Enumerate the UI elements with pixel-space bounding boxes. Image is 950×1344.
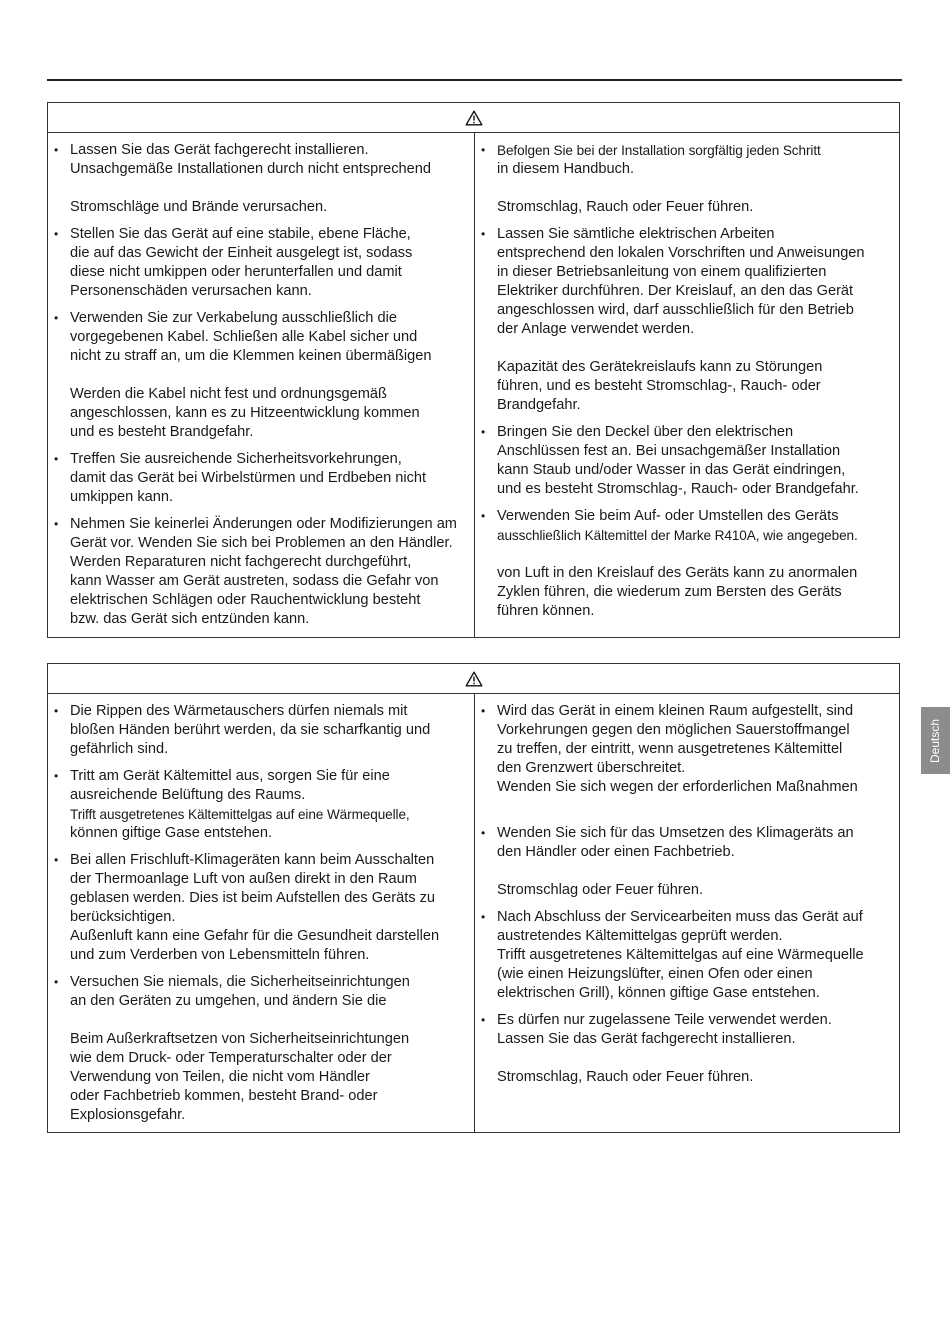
top-rule: [47, 79, 902, 81]
bullet-item: [475, 507, 899, 621]
bullet-text-line: Werden Reparaturen nicht fachgerecht durchgeführt,: [70, 554, 412, 570]
bullet-item: [48, 141, 474, 217]
bullet-text-line: [70, 366, 474, 385]
bullet-text-line: Explosionsgefahr.: [70, 1107, 186, 1123]
bullet-text-line: umkippen kann.: [70, 489, 174, 505]
bullet-text-line: diese nicht umkippen oder herunterfallen und damit: [70, 264, 402, 280]
bullet-icon: •: [481, 1013, 486, 1027]
bullet-icon: •: [481, 143, 486, 157]
bullet-item: [48, 225, 474, 301]
bullet-text-line: Nehmen Sie keinerlei Änderungen oder Modifizierungen am: [70, 516, 457, 532]
bullet-icon: •: [54, 853, 59, 867]
bullet-text-line: in dieser Betriebsanleitung von einem qualifizierten: [497, 264, 827, 280]
bullet-text-line: kann Wasser am Gerät austreten, sodass die Gefahr von: [70, 573, 439, 589]
bullet-text-line: Verwenden Sie zur Verkabelung ausschließlich die: [70, 310, 397, 326]
bullet-text-line: der Thermoanlage Luft von außen direkt in den Raum: [70, 871, 417, 887]
bullet-text-line: austretendes Kältemittelgas geprüft werden.: [497, 928, 783, 944]
bullet-text-line: an den Geräten zu umgehen, und ändern Sie die: [70, 993, 387, 1009]
bullet-text-line: und zum Verderben von Lebensmitteln führen.: [70, 947, 370, 963]
bullet-text-line: zu treffen, der eintritt, wenn ausgetretenes Kältemittel: [497, 741, 843, 757]
bullet-icon: •: [54, 704, 59, 718]
bullet-text-line: führen können.: [497, 603, 595, 619]
bullet-text-line: führen, und es besteht Stromschlag-, Rauch- oder: [497, 378, 821, 394]
bullet-text-line: angeschlossen, kann es zu Hitzeentwicklung kommen: [70, 405, 420, 421]
bullet-text-line: Stromschlag oder Feuer führen.: [497, 882, 704, 898]
bullet-text-line: Befolgen Sie bei der Installation sorgfältig jeden Schritt: [497, 143, 821, 158]
caution-box-header: [48, 664, 899, 694]
bullet-item: [475, 1011, 899, 1087]
language-tab-label: Deutsch: [928, 718, 943, 763]
warning-right-column: [475, 133, 899, 637]
bullet-text-line: und es besteht Stromschlag-, Rauch- oder Brandgefahr.: [497, 481, 859, 497]
bullet-text-line: Trifft ausgetretenes Kältemittelgas auf eine Wärmequelle,: [70, 807, 410, 822]
bullet-text-line: Lassen Sie das Gerät fachgerecht installieren.: [497, 1031, 796, 1047]
bullet-text-line: in diesem Handbuch.: [497, 161, 635, 177]
bullet-text-line: vorgegebenen Kabel. Schließen alle Kabel sicher und: [70, 329, 418, 345]
bullet-text-line: Lassen Sie das Gerät fachgerecht installieren.: [70, 142, 369, 158]
caution-box: [47, 663, 900, 1133]
bullet-text-line: elektrischen Schlägen oder Rauchentwicklung besteht: [70, 592, 421, 608]
bullet-text-line: angeschlossen wird, darf ausschließlich für den Betrieb: [497, 302, 854, 318]
bullet-text-line: Verwenden Sie beim Auf- oder Umstellen des Geräts: [497, 508, 839, 524]
bullet-item: [475, 908, 899, 1003]
bullet-icon: •: [54, 311, 59, 325]
bullet-text-line: ausschließlich Kältemittel der Marke R410A, wie angegeben.: [497, 528, 858, 543]
bullet-text-line: wie dem Druck- oder Temperaturschalter oder der: [70, 1050, 392, 1066]
bullet-item: [48, 450, 474, 507]
bullet-text-line: Zyklen führen, die wiederum zum Bersten des Geräts: [497, 584, 842, 600]
bullet-text-line: (wie einen Heizungslüfter, einen Ofen oder einen: [497, 966, 813, 982]
warning-box-header: [48, 103, 899, 133]
bullet-text-line: Wenden Sie sich für das Umsetzen des Klimageräts an: [497, 825, 854, 841]
bullet-icon: •: [481, 826, 486, 840]
bullet-item: [475, 824, 899, 900]
bullet-text-line: Tritt am Gerät Kältemittel aus, sorgen Sie für eine: [70, 768, 390, 784]
bullet-icon: •: [481, 509, 486, 523]
bullet-text-line: bzw. das Gerät sich entzünden kann.: [70, 611, 310, 627]
bullet-text-line: entsprechend den lokalen Vorschriften und Anweisungen: [497, 245, 865, 261]
bullet-text-line: ausreichende Belüftung des Raums.: [70, 787, 306, 803]
bullet-text-line: Stromschlag, Rauch oder Feuer führen.: [497, 1069, 754, 1085]
bullet-text-line: [497, 1049, 899, 1068]
bullet-item: [475, 423, 899, 499]
bullet-text-line: geblasen werden. Dies ist beim Aufstellen des Geräts zu: [70, 890, 436, 906]
bullet-text-line: damit das Gerät bei Wirbelstürmen und Erdbeben nicht: [70, 470, 427, 486]
bullet-text-line: Versuchen Sie niemals, die Sicherheitseinrichtungen: [70, 974, 410, 990]
bullet-text-line: [497, 797, 899, 816]
bullet-text-line: Außenluft kann eine Gefahr für die Gesundheit darstellen: [70, 928, 440, 944]
bullet-text-line: von Luft in den Kreislauf des Geräts kann zu anormalen: [497, 565, 858, 581]
bullet-icon: •: [54, 227, 59, 241]
bullet-icon: •: [481, 910, 486, 924]
warning-triangle-icon: [465, 671, 483, 687]
caution-right-column: [475, 694, 899, 1132]
bullet-text-line: Verwendung von Teilen, die nicht vom Händler: [70, 1069, 370, 1085]
bullet-text-line: Kapazität des Gerätekreislaufs kann zu Störungen: [497, 359, 823, 375]
bullet-icon: •: [54, 769, 59, 783]
bullet-icon: •: [54, 975, 59, 989]
bullet-text-line: kann Staub und/oder Wasser in das Gerät eindringen,: [497, 462, 846, 478]
bullet-text-line: den Händler oder einen Fachbetrieb.: [497, 844, 735, 860]
bullet-text-line: Werden die Kabel nicht fest und ordnungsgemäß: [70, 386, 387, 402]
bullet-text-line: die auf das Gewicht der Einheit ausgelegt ist, sodass: [70, 245, 413, 261]
bullet-text-line: Nach Abschluss der Servicearbeiten muss das Gerät auf: [497, 909, 863, 925]
bullet-text-line: Brandgefahr.: [497, 397, 581, 413]
bullet-item: [48, 702, 474, 759]
bullet-text-line: und es besteht Brandgefahr.: [70, 424, 254, 440]
bullet-text-line: [70, 179, 474, 198]
warning-triangle-icon: [465, 110, 483, 126]
bullet-text-line: [497, 545, 899, 564]
language-tab: [921, 707, 950, 774]
bullet-text-line: Trifft ausgetretenes Kältemittelgas auf eine Wärmequelle: [497, 947, 864, 963]
caution-left-column: [48, 694, 475, 1132]
bullet-text-line: der Anlage verwendet werden.: [497, 321, 695, 337]
bullet-text-line: [497, 862, 899, 881]
bullet-text-line: Die Rippen des Wärmetauschers dürfen niemals mit: [70, 703, 408, 719]
bullet-text-line: Beim Außerkraftsetzen von Sicherheitseinrichtungen: [70, 1031, 410, 1047]
bullet-text-line: Stellen Sie das Gerät auf eine stabile, ebene Fläche,: [70, 226, 411, 242]
bullet-text-line: Unsachgemäße Installationen durch nicht entsprechend: [70, 161, 432, 177]
bullet-icon: •: [54, 517, 59, 531]
bullet-text-line: Wenden Sie sich wegen der erforderlichen Maßnahmen: [497, 779, 858, 795]
bullet-text-line: Stromschläge und Brände verursachen.: [70, 199, 328, 215]
bullet-item: [48, 309, 474, 442]
bullet-item: [475, 141, 899, 217]
bullet-item: [475, 702, 899, 816]
bullet-item: [48, 973, 474, 1125]
bullet-icon: •: [481, 227, 486, 241]
bullet-text-line: oder Fachbetrieb kommen, besteht Brand- oder: [70, 1088, 378, 1104]
bullet-icon: •: [54, 452, 59, 466]
bullet-text-line: Stromschlag, Rauch oder Feuer führen.: [497, 199, 754, 215]
bullet-text-line: Anschlüssen fest an. Bei unsachgemäßer Installation: [497, 443, 841, 459]
bullet-text-line: Wird das Gerät in einem kleinen Raum aufgestellt, sind: [497, 703, 854, 719]
bullet-text-line: Personenschäden verursachen kann.: [70, 283, 312, 299]
bullet-item: [48, 851, 474, 965]
warning-box: [47, 102, 900, 638]
warning-left-column: [48, 133, 475, 637]
bullet-text-line: den Grenzwert überschreitet.: [497, 760, 686, 776]
bullet-text-line: Lassen Sie sämtliche elektrischen Arbeiten: [497, 226, 775, 242]
bullet-text-line: Bei allen Frischluft-Klimageräten kann beim Ausschalten: [70, 852, 435, 868]
bullet-text-line: [70, 1011, 474, 1030]
bullet-text-line: Treffen Sie ausreichende Sicherheitsvorkehrungen,: [70, 451, 402, 467]
bullet-text-line: Bringen Sie den Deckel über den elektrischen: [497, 424, 794, 440]
bullet-icon: •: [54, 143, 59, 157]
bullet-text-line: Gerät vor. Wenden Sie sich bei Problemen an den Händler.: [70, 535, 453, 551]
bullet-text-line: [497, 179, 899, 198]
bullet-text-line: nicht zu straff an, um die Klemmen keinen übermäßigen: [70, 348, 432, 364]
bullet-text-line: elektrischen Grill), können giftige Gase entstehen.: [497, 985, 820, 1001]
bullet-item: [475, 225, 899, 415]
bullet-text-line: Es dürfen nur zugelassene Teile verwendet werden.: [497, 1012, 832, 1028]
bullet-text-line: gefährlich sind.: [70, 741, 169, 757]
bullet-icon: •: [481, 704, 486, 718]
bullet-text-line: können giftige Gase entstehen.: [70, 825, 273, 841]
bullet-item: [48, 767, 474, 843]
bullet-text-line: berücksichtigen.: [70, 909, 176, 925]
bullet-text-line: Elektriker durchführen. Der Kreislauf, an den das Gerät: [497, 283, 854, 299]
bullet-item: [48, 515, 474, 629]
bullet-text-line: bloßen Händen berührt werden, da sie scharfkantig und: [70, 722, 431, 738]
bullet-text-line: Vorkehrungen gegen den möglichen Sauerstoffmangel: [497, 722, 850, 738]
bullet-icon: •: [481, 425, 486, 439]
bullet-text-line: [497, 339, 899, 358]
